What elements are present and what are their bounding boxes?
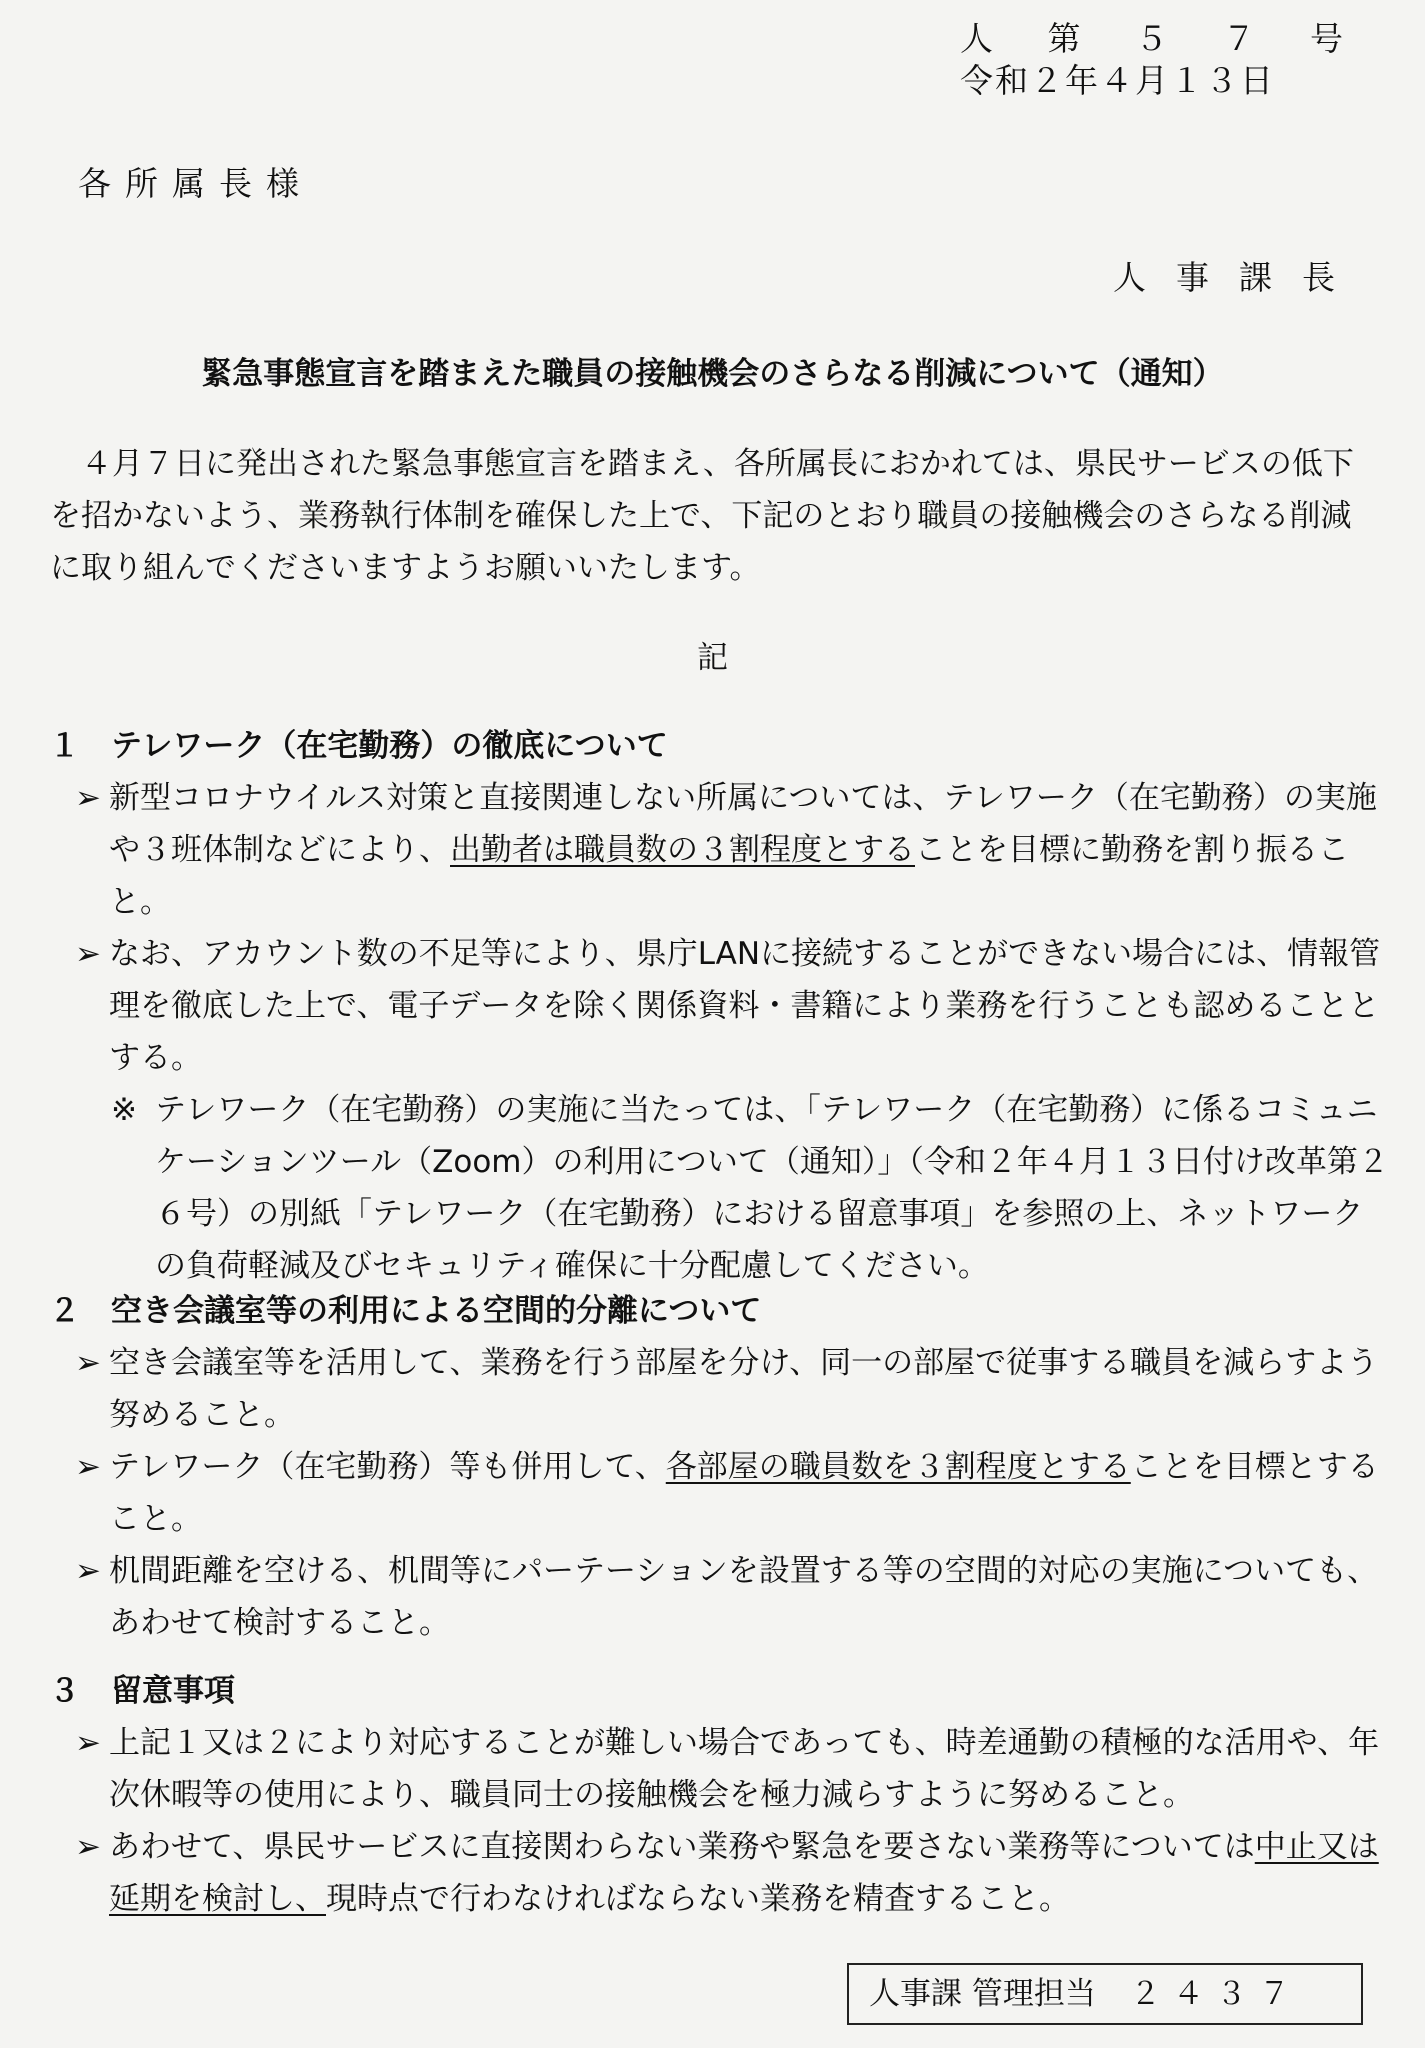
contact-extension: ２４３７ [1129, 1976, 1302, 2012]
section-heading [45, 1665, 1390, 1717]
section-title: テレワーク（在宅勤務）の徹底について [111, 728, 668, 764]
arrow-bullet-icon: ➢ [75, 780, 101, 816]
list-item: ➢ 空き会議室等を活用して、業務を行う部屋を分け、同一の部屋で従事する職員を減らすよう努めること。 [45, 1337, 1390, 1441]
sender: 人事課長 [1113, 258, 1365, 297]
underlined-emphasis: 中止又は延期を検討し、 [109, 1829, 1379, 1917]
addressee: 各所属長様 [78, 164, 313, 203]
list-item: ➢ なお、アカウント数の不足等により、県庁LANに接続することができない場合には、情報管理を徹底した上で、電子データを除く関係資料・書籍により業務を行うことも認めることとする。 [45, 928, 1390, 1084]
contact-box [847, 1963, 1363, 2025]
section-number: ３ [49, 1673, 80, 1709]
list-item: ➢ 机間距離を空ける、机間等にパーテーションを設置する等の空間的対応の実施についても、あわせて検討すること。 [45, 1545, 1390, 1649]
arrow-bullet-icon: ➢ [75, 1345, 101, 1381]
list-item: ➢ あわせて、県民サービスに直接関わらない業務や緊急を要さない業務等については中止又は延期を検討し、現時点で行わなければならない業務を精査すること。 [45, 1821, 1390, 1925]
document-title: 緊急事態宣言を踏まえた職員の接触機会のさらなる削減について（通知） [201, 356, 1224, 392]
note: ※ テレワーク（在宅勤務）の実施に当たっては、「テレワーク（在宅勤務）に係るコミュニケーションツール（Zoom）の利用について（通知）」（令和２年４月１３日付け改革第２６号）の別紙「テレワーク（在宅勤務）における留意事項」を参照の上、ネットワークの負荷軽減及びセキュリティ確保に十分配慮してください。 [45, 1084, 1390, 1292]
issue-date: 令和２年４月１３日 [960, 61, 1276, 100]
list-item: ➢ テレワーク（在宅勤務）等も併用して、各部屋の職員数を３割程度とすることを目標とすること。 [45, 1441, 1390, 1545]
section-number: ２ [49, 1293, 80, 1329]
contact-department: 人事課 管理担当 [869, 1976, 1096, 2012]
reference-mark-icon: ※ [111, 1092, 137, 1128]
section-1 [45, 720, 1390, 1292]
arrow-bullet-icon: ➢ [75, 1449, 101, 1485]
section-2 [45, 1285, 1390, 1649]
arrow-bullet-icon: ➢ [75, 936, 101, 972]
section-title: 留意事項 [111, 1673, 235, 1709]
underlined-emphasis: 出勤者は職員数の３割程度とする [450, 832, 915, 868]
arrow-bullet-icon: ➢ [75, 1553, 101, 1589]
ki-marker: 記 [697, 640, 728, 676]
section-3 [45, 1665, 1390, 1925]
section-heading [45, 1285, 1390, 1337]
arrow-bullet-icon: ➢ [75, 1829, 101, 1865]
arrow-bullet-icon: ➢ [75, 1725, 101, 1761]
list-item: ➢ 上記１又は２により対応することが難しい場合であっても、時差通勤の積極的な活用や、年次休暇等の使用により、職員同士の接触機会を極力減らすように努めること。 [45, 1717, 1390, 1821]
reference-block [960, 18, 1365, 102]
underlined-emphasis: 各部屋の職員数を３割程度とする [665, 1449, 1131, 1485]
list-item: ➢ 新型コロナウイルス対策と直接関連しない所属については、テレワーク（在宅勤務）の実施や３班体制などにより、出勤者は職員数の３割程度とすることを目標に勤務を割り振ること。 [45, 772, 1390, 928]
intro-paragraph: ４月７日に発出された緊急事態宣言を踏まえ、各所属長におかれては、県民サービスの低下を招かないよう、業務執行体制を確保した上で、下記のとおり職員の接触機会のさらなる削減に取り組んでくださいますようお願いいたします。 [50, 446, 1354, 586]
reference-number: 人 第 ５ ７ 号 [960, 19, 1365, 58]
section-title: 空き会議室等の利用による空間的分離について [111, 1293, 762, 1329]
section-number: １ [49, 728, 80, 764]
section-heading [45, 720, 1390, 772]
